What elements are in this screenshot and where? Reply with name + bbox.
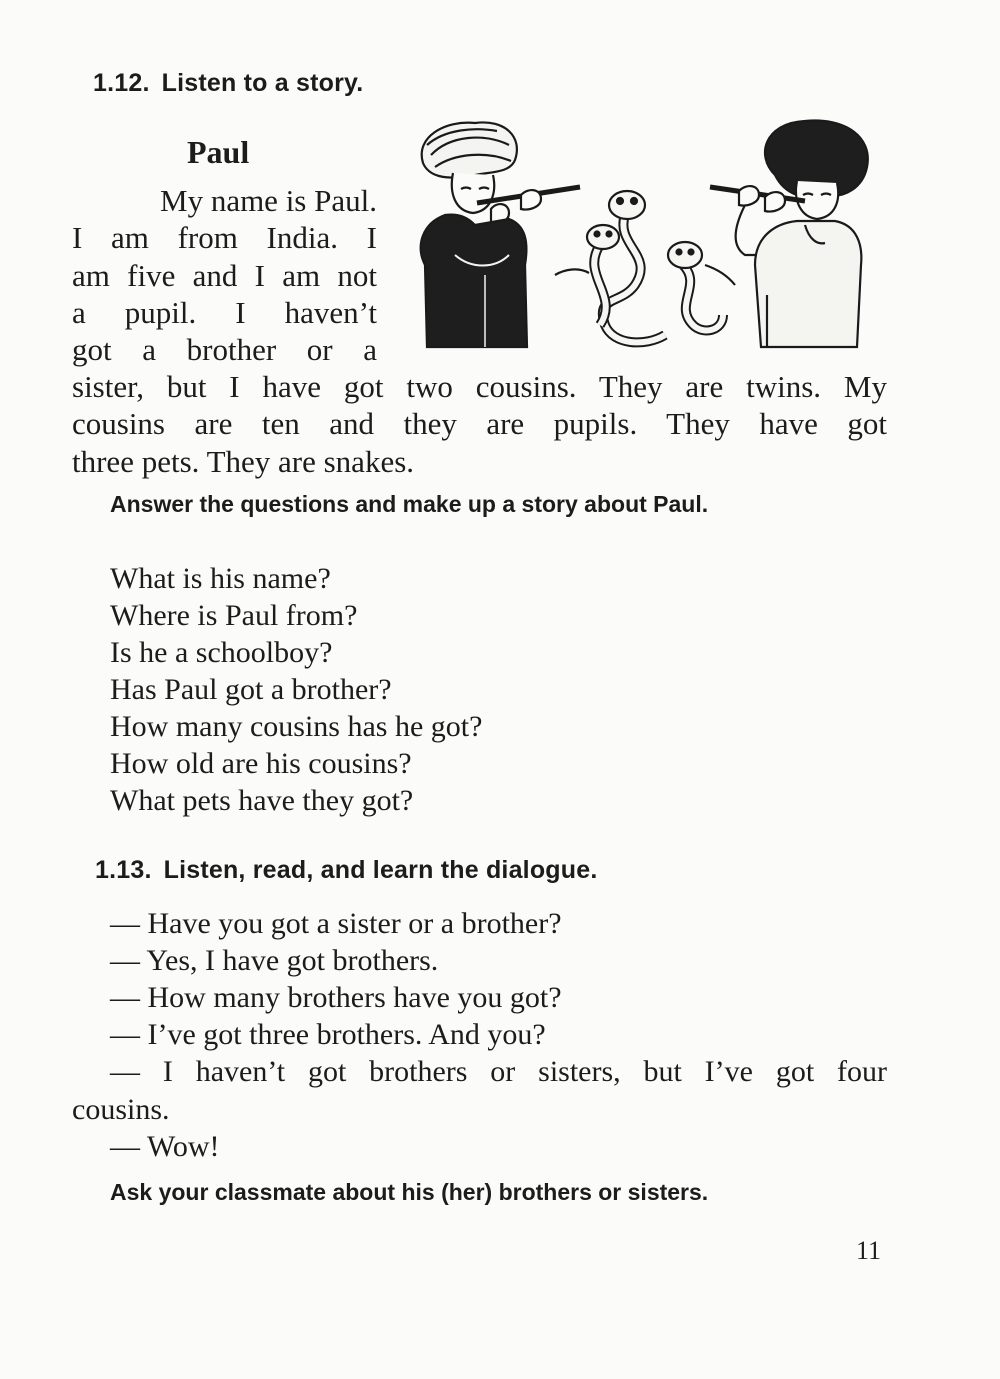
story-line: sister, but I have got two cousins. They are twins. My xyxy=(72,369,887,404)
snakes xyxy=(555,191,735,342)
story-line: three pets. They are snakes. xyxy=(72,443,415,479)
exercise-1-12-heading xyxy=(93,69,363,98)
dialogue-line: — How many brothers have you got? xyxy=(110,981,562,1014)
question-item: Where is Paul from? xyxy=(110,599,358,632)
instruction-1-13: Ask your classmate about his (her) brothers or sisters. xyxy=(110,1179,709,1205)
left-charmer-figure xyxy=(421,122,580,347)
exercise-1-13-heading xyxy=(95,856,598,885)
question-item: Has Paul got a brother? xyxy=(110,673,392,706)
question-item: What pets have they got? xyxy=(110,784,414,817)
story-narrow-block xyxy=(72,182,377,368)
exercise-title: Listen, read, and learn the dialogue. xyxy=(163,856,598,884)
exercise-number: 1.12. xyxy=(93,69,150,97)
story-line: am five and I am not xyxy=(72,257,377,293)
exercise-title: Listen to a story. xyxy=(161,69,364,97)
story-line: My name is Paul. xyxy=(160,183,377,218)
story-title: Paul xyxy=(187,134,250,170)
story-wide-block xyxy=(72,368,887,480)
question-item: How many cousins has he got? xyxy=(110,710,483,743)
story-line: got a brother or a xyxy=(72,332,377,368)
dialogue-line: — Wow! xyxy=(110,1130,220,1163)
questions-list xyxy=(110,560,482,819)
dialogue-line: cousins. xyxy=(72,1093,170,1126)
dialogue-line: — I haven’t got brothers or sisters, but I’ve got four xyxy=(110,1055,887,1088)
exercise-number: 1.13. xyxy=(95,856,152,884)
page-number: 11 xyxy=(856,1236,882,1265)
right-charmer-figure xyxy=(710,120,868,347)
instruction-1-12: Answer the questions and make up a story about Paul. xyxy=(110,491,709,517)
snake-charmers-illustration xyxy=(405,115,890,355)
question-item: How old are his cousins? xyxy=(110,747,412,780)
question-item: Is he a schoolboy? xyxy=(110,636,333,669)
dialogue-line: — I’ve got three brothers. And you? xyxy=(110,1018,546,1051)
story-line: a pupil. I haven’t xyxy=(72,294,377,330)
question-item: What is his name? xyxy=(110,562,331,595)
story-line: cousins are ten and they are pupils. They have got xyxy=(72,406,887,442)
dialogue-line: — Have you got a sister or a brother? xyxy=(110,907,562,940)
dialogue-line: — Yes, I have got brothers. xyxy=(110,944,439,977)
story-line: I am from India. I xyxy=(72,220,377,256)
